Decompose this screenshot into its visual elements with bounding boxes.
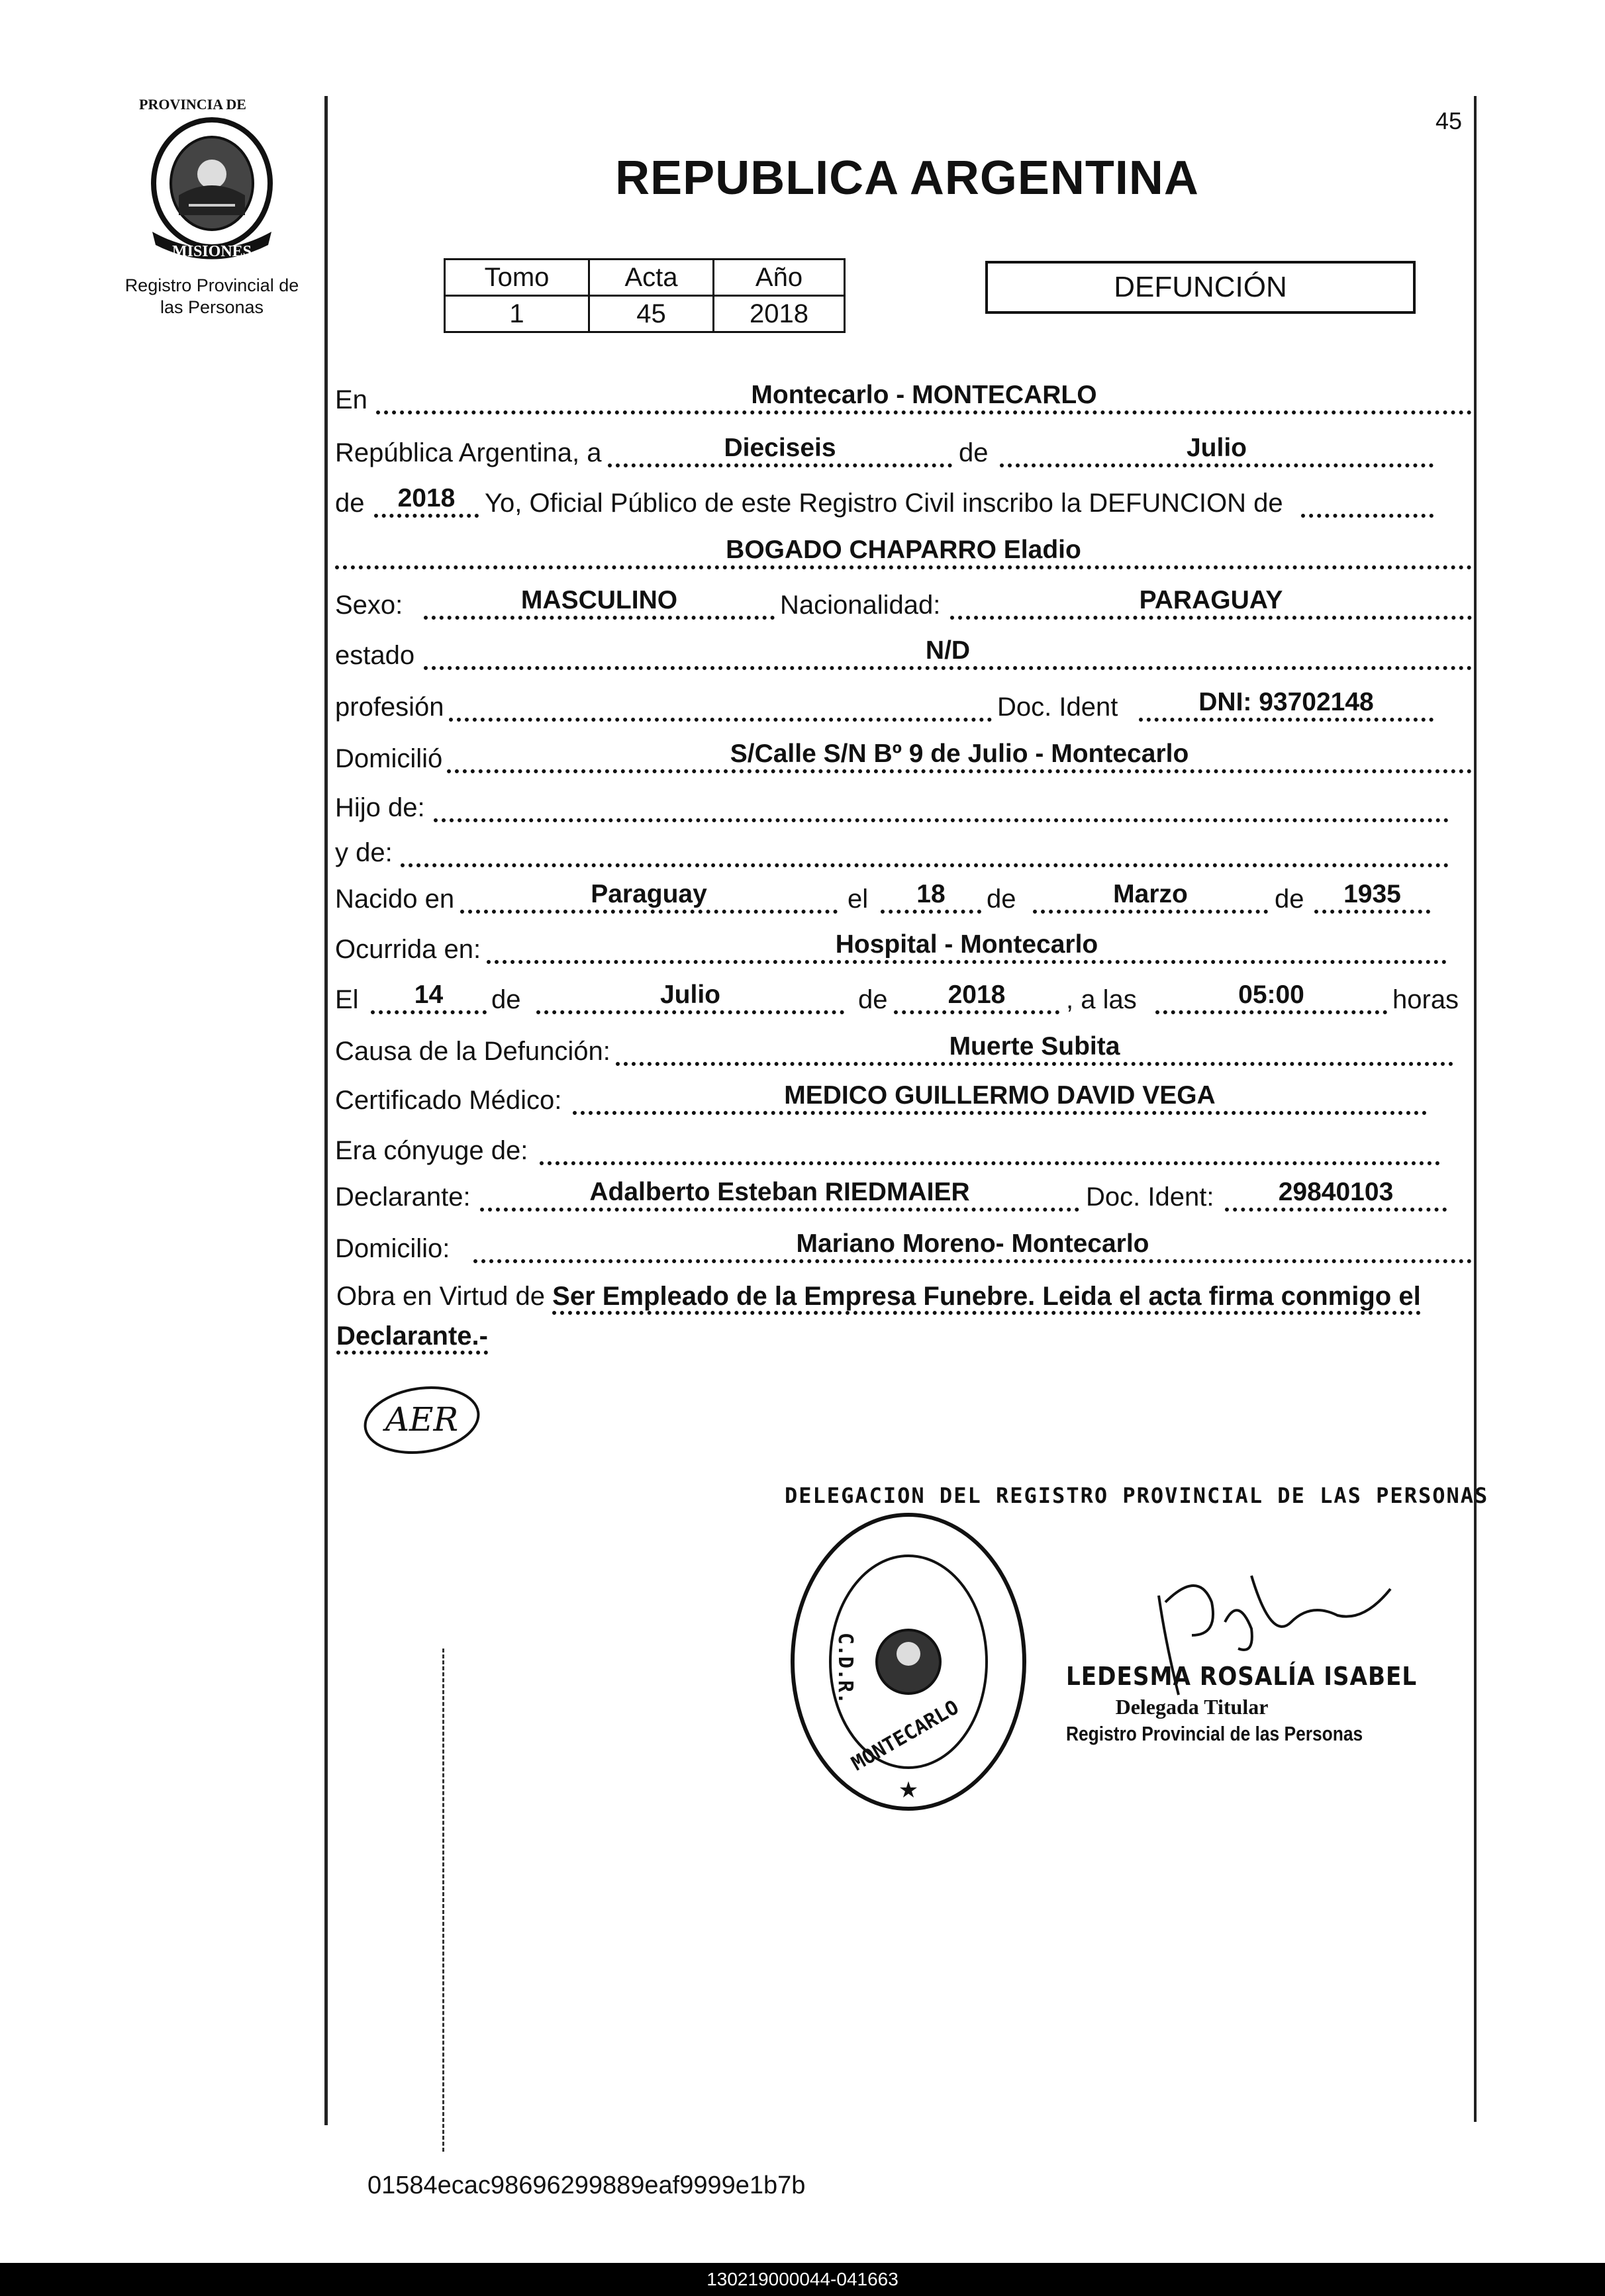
label-doc-ident-declarante: Doc. Ident: xyxy=(1086,1182,1214,1212)
hole-punch-marks xyxy=(442,1649,446,2152)
label-y-de: y de: xyxy=(335,838,393,867)
obra-en-virtud xyxy=(336,1276,1472,1356)
label-nacido-en: Nacido en xyxy=(335,885,455,914)
field-declarante: Adalberto Esteban RIEDMAIER xyxy=(480,1177,1079,1212)
label-domicilio-fallecido: Domicilió xyxy=(335,744,443,773)
table-value-tomo: 1 xyxy=(445,296,589,332)
field-nombre: BOGADO CHAPARRO Eladio xyxy=(335,535,1472,569)
label-hijo-de: Hijo de: xyxy=(335,793,425,822)
document-title: REPUBLICA ARGENTINA xyxy=(615,152,1199,205)
label-de-def-anio: de xyxy=(858,985,888,1014)
declarant-initials xyxy=(361,1380,483,1460)
signatory-name: LEDESMA ROSALÍA ISABEL xyxy=(1066,1662,1418,1691)
registry-label-line-2: las Personas xyxy=(160,297,264,317)
table-header-ano: Año xyxy=(714,260,845,296)
obra-text-line-1: Ser Empleado de la Empresa Funebre. Leida el acta firma conmigo el xyxy=(552,1282,1421,1315)
field-nacido-en: Paraguay xyxy=(460,879,838,914)
field-anio: 2018 xyxy=(374,483,479,518)
label-yo-oficial: Yo, Oficial Público de este Registro Civil inscribo la DEFUNCION de xyxy=(485,489,1283,518)
table-value-row xyxy=(445,296,845,332)
field-ocurrida-en: Hospital - Montecarlo xyxy=(487,930,1447,964)
misiones-coat-of-arms xyxy=(139,96,285,262)
registry-label-line-1: Registro Provincial de xyxy=(124,275,299,295)
label-causa: Causa de la Defunción: xyxy=(335,1037,610,1066)
field-conyuge xyxy=(540,1131,1440,1165)
field-profesion xyxy=(449,687,992,722)
registry-label xyxy=(113,275,311,318)
field-y-de xyxy=(401,833,1449,867)
label-el-def: El xyxy=(335,985,359,1014)
document-type-box: DEFUNCIÓN xyxy=(985,261,1416,314)
label-horas: horas xyxy=(1392,985,1459,1014)
footer-code-bar: 130219000044-041663 xyxy=(0,2263,1605,2296)
field-nac-mes: Marzo xyxy=(1033,879,1268,914)
field-causa: Muerte Subita xyxy=(616,1031,1453,1066)
label-sexo: Sexo: xyxy=(335,591,403,620)
label-a-las: , a las xyxy=(1066,985,1137,1014)
field-mes: Julio xyxy=(1000,433,1434,467)
field-estado: N/D xyxy=(424,636,1472,670)
label-doc-ident: Doc. Ident xyxy=(997,693,1118,722)
field-declarante-domicilio: Mariano Moreno- Montecarlo xyxy=(473,1229,1472,1263)
field-def-anio: 2018 xyxy=(894,980,1059,1014)
label-domicilio: Domicilio: xyxy=(335,1234,450,1263)
table-value-acta: 45 xyxy=(589,296,714,332)
label-certificado: Certificado Médico: xyxy=(335,1086,562,1115)
field-def-dia: 14 xyxy=(371,980,487,1014)
label-de-mes: de xyxy=(959,438,989,467)
field-domicilio: S/Calle S/N Bº 9 de Julio - Montecarlo xyxy=(447,739,1472,773)
field-dia-letras: Dieciseis xyxy=(608,433,952,467)
tomo-acta-ano-table xyxy=(444,258,846,333)
obra-text-line-2: Declarante.- xyxy=(336,1321,488,1355)
field-certificado: MEDICO GUILLERMO DAVID VEGA xyxy=(573,1080,1427,1115)
field-blank-after-defuncion xyxy=(1301,483,1434,518)
field-declarante-doc: 29840103 xyxy=(1225,1177,1447,1212)
right-margin-line xyxy=(1474,96,1477,2122)
field-hora: 05:00 xyxy=(1155,980,1387,1014)
seal-bottom-text: MISIONES xyxy=(171,243,252,260)
label-de-anio: de xyxy=(335,489,365,518)
label-declarante: Declarante: xyxy=(335,1182,471,1212)
field-def-mes: Julio xyxy=(536,980,844,1014)
document-hash: 01584ecac98696299889eaf9999e1b7b xyxy=(367,2172,806,2199)
label-obra: Obra en Virtud de xyxy=(336,1282,546,1311)
seal-ring-text: PROVINCIA DE xyxy=(139,96,246,113)
label-estado: estado xyxy=(335,641,415,670)
label-de-nac-anio: de xyxy=(1275,885,1304,914)
page-number: 45 xyxy=(1435,107,1463,134)
label-de-def-mes: de xyxy=(491,985,521,1014)
stamp-inner-bottom: MONTECARLO xyxy=(848,1696,963,1776)
stamp-inner-top: C.D.R. xyxy=(834,1632,857,1705)
label-de-nac-mes: de xyxy=(987,885,1016,914)
field-nac-anio: 1935 xyxy=(1314,879,1430,914)
initials-text: AER xyxy=(385,1400,459,1439)
field-lugar: Montecarlo - MONTECARLO xyxy=(376,380,1472,414)
label-ocurrida-en: Ocurrida en: xyxy=(335,935,481,964)
signatory-organization: Registro Provincial de las Personas xyxy=(1066,1722,1363,1745)
field-hijo-de xyxy=(434,788,1449,822)
table-header-tomo: Tomo xyxy=(445,260,589,296)
field-nacionalidad: PARAGUAY xyxy=(950,585,1472,620)
label-profesion: profesión xyxy=(335,693,444,722)
stamp-ring-text: DELEGACION DEL REGISTRO PROVINCIAL DE LAS PERSONAS xyxy=(785,1483,1489,1508)
signature-block xyxy=(1066,1662,1437,1746)
field-sexo: MASCULINO xyxy=(424,585,775,620)
table-value-ano: 2018 xyxy=(714,296,845,332)
svg-text:★: ★ xyxy=(898,1778,919,1803)
left-margin-line xyxy=(324,96,328,2125)
label-republica: República Argentina, a xyxy=(335,438,602,467)
label-nacionalidad: Nacionalidad: xyxy=(780,591,941,620)
field-nac-dia: 18 xyxy=(881,879,981,914)
label-conyuge: Era cónyuge de: xyxy=(335,1136,528,1165)
field-doc: DNI: 93702148 xyxy=(1139,687,1434,722)
signatory-role: Delegada Titular xyxy=(1115,1695,1269,1719)
table-header-acta: Acta xyxy=(589,260,714,296)
label-en: En xyxy=(335,385,367,414)
label-el-nac: el xyxy=(848,885,869,914)
table-header-row xyxy=(445,260,845,296)
